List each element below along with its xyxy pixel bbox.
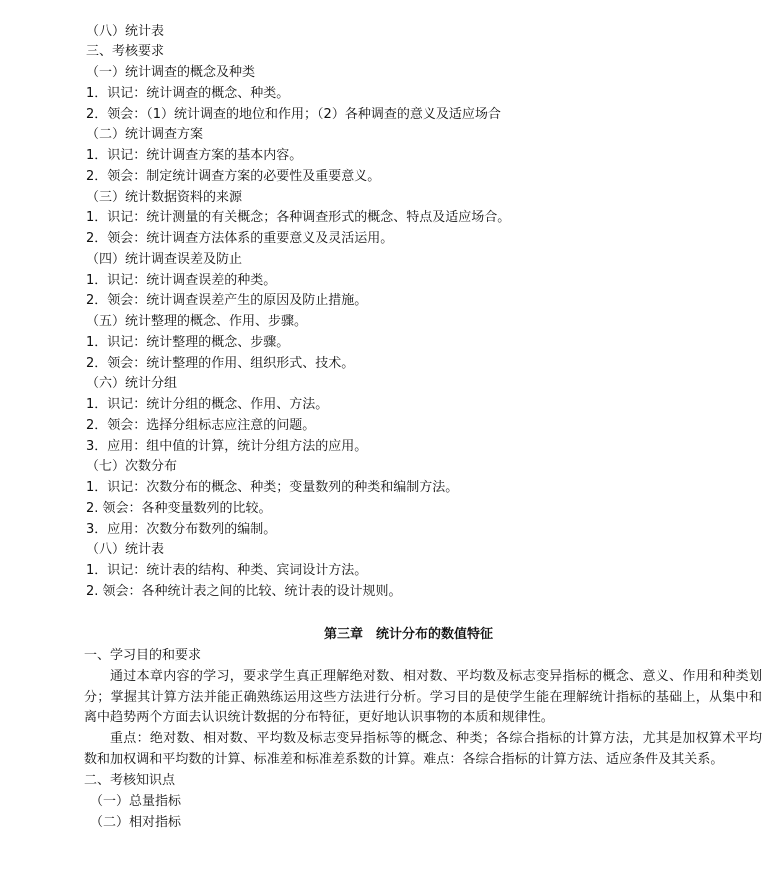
list-item: 2．领会：（1）统计调查的地位和作用；（2）各种调查的意义及适应场合 — [86, 106, 501, 122]
list-item: 1．识记：统计表的结构、种类、宾词设计方法。 — [86, 563, 368, 578]
list-item: （一）统计调查的概念及种类 — [86, 65, 256, 80]
list-item: （一）总量指标 — [90, 794, 182, 809]
list-item: 1．识记：次数分布的概念、种类；变量数列的种类和编制方法。 — [86, 480, 459, 495]
list-item: （二）相对指标 — [90, 815, 182, 830]
body-paragraph: 重点：绝对数、相对数、平均数及标志变异指标等的概念、种类；各综合指标的计算方法，尤其是加权算术平均数和加权调和平均数的计算、标准差和标准差系数的计算。难点：各综合指标的计算方法、适应条件及其关系。 — [84, 731, 762, 767]
list-item: （八）统计表 — [86, 23, 165, 39]
body-paragraph: 通过本章内容的学习，要求学生真正理解绝对数、相对数、平均数及标志变异指标的概念、意义、作用和种类划分；掌握其计算方法并能正确熟练运用这些方法进行分析。学习目的是使学生能在理解统计指标的基础上，从集中和离中趋势两个方面去认识统计数据的分布特征，更好地认识事物的本质和规律性。 — [84, 669, 762, 726]
list-item: 2．领会：统计整理的作用、组织形式、技术。 — [86, 355, 355, 371]
list-item: 2．领会：统计调查方法体系的重要意义及灵活运用。 — [86, 231, 394, 246]
section-heading: 二、考核知识点 — [84, 773, 176, 788]
list-item: 1．识记：统计调查误差的种类。 — [86, 272, 277, 288]
list-item: 2. 领会：各种变量数列的比较。 — [86, 500, 272, 516]
list-item: 3．应用：次数分布数列的编制。 — [86, 521, 277, 537]
list-item: 1．识记：统计测量的有关概念；各种调查形式的概念、特点及适应场合。 — [86, 210, 511, 226]
list-item: （二）统计调查方案 — [86, 127, 204, 143]
list-item: 三、考核要求 — [86, 44, 165, 60]
list-item: 1．识记：统计调查的概念、种类。 — [86, 85, 290, 101]
list-item: 2．领会：选择分组标志应注意的问题。 — [86, 417, 316, 433]
list-item: 1．识记：统计整理的概念、步骤。 — [86, 334, 290, 350]
list-item: 2．领会：统计调查误差产生的原因及防止措施。 — [86, 293, 368, 309]
list-item: 1．识记：统计分组的概念、作用、方法。 — [86, 397, 329, 412]
list-item: （四）统计调查误差及防止 — [86, 251, 243, 267]
list-item: 3．应用：组中值的计算，统计分组方法的应用。 — [86, 438, 368, 454]
list-item: （六）统计分组 — [86, 376, 178, 392]
list-item: 1．识记：统计调查方案的基本内容。 — [86, 148, 303, 163]
list-item: （三）统计数据资料的来源 — [86, 189, 243, 205]
list-item: 2. 领会：各种统计表之间的比较、统计表的设计规则。 — [86, 583, 402, 599]
list-item: 2．领会：制定统计调查方案的必要性及重要意义。 — [86, 168, 381, 184]
list-item: （七）次数分布 — [86, 459, 178, 475]
chapter-title: 第三章 统计分布的数值特征 — [323, 627, 493, 642]
list-item: （八）统计表 — [86, 542, 165, 558]
list-item: （五）统计整理的概念、作用、步骤。 — [86, 314, 308, 329]
section-heading: 一、学习目的和要求 — [84, 648, 202, 663]
